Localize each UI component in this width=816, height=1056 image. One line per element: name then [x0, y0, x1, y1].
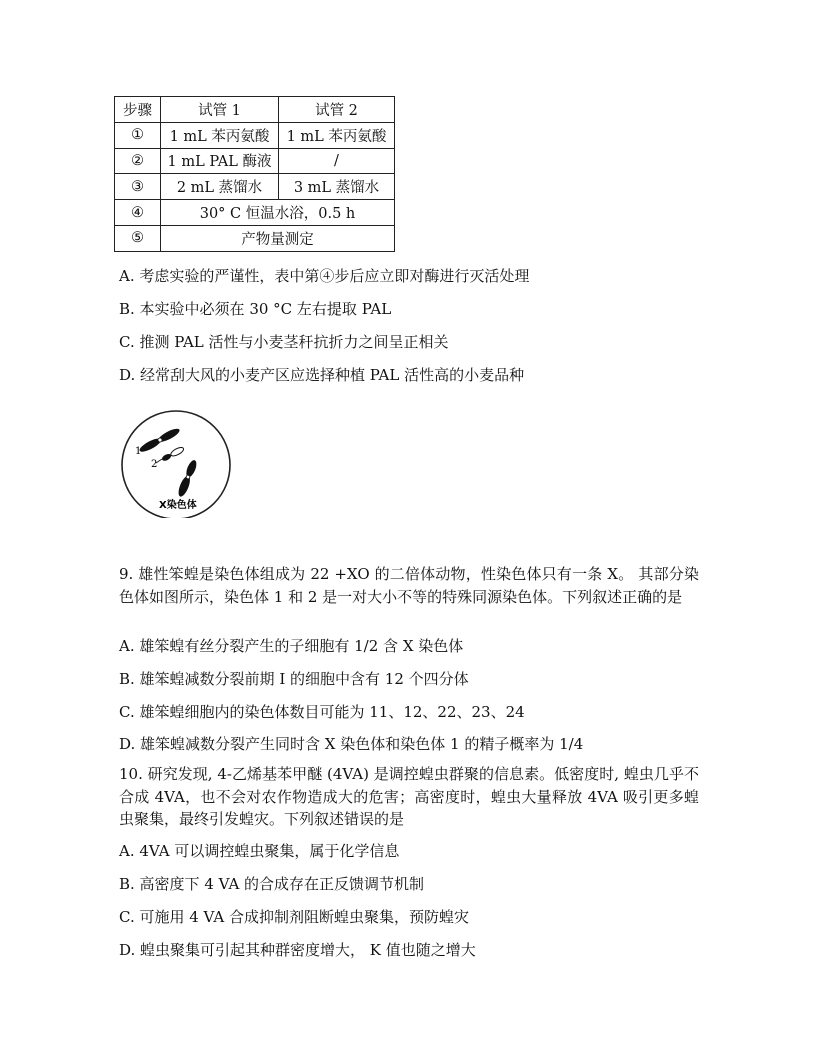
- q8-option-c: C. 推测 PAL 活性与小麦茎秆抗折力之间呈正相关: [119, 333, 449, 351]
- table-header-row: [115, 97, 395, 123]
- tube-2-cell: /: [279, 148, 395, 174]
- merged-cell: 30° C 恒温水浴，0.5 h: [161, 200, 395, 226]
- q9-option-c: C. 雄笨蝗细胞内的染色体数目可能为 11、12、22、23、24: [119, 703, 525, 721]
- step-number: ⑤: [115, 225, 161, 251]
- tube-2-cell: 1 mL 苯丙氨酸: [279, 122, 395, 148]
- header-tube-2: 试管 2: [279, 97, 395, 123]
- q10-option-c: C. 可施用 4 VA 合成抑制剂阻断蝗虫聚集，预防蝗灾: [119, 908, 469, 926]
- q9-option-d: D. 雄笨蝗减数分裂产生同时含 X 染色体和染色体 1 的精子概率为 1/4: [119, 735, 584, 753]
- q10-option-a: A. 4VA 可以调控蝗虫聚集，属于化学信息: [119, 842, 400, 860]
- q9-option-b: B. 雄笨蝗减数分裂前期 I 的细胞中含有 12 个四分体: [119, 670, 469, 688]
- merged-cell: 产物量测定: [161, 225, 395, 251]
- tube-1-cell: 1 mL PAL 酶液: [161, 148, 279, 174]
- table-row: [115, 122, 395, 148]
- q10-stem: 10. 研究发现, 4-乙烯基苯甲醚 (4VA) 是调控蝗虫群聚的信息素。低密度时, 蝗虫几乎不合成 4VA，也不会对农作物造成大的危害；高密度时，蝗虫大量释放 4VA 吸引更多蝗虫聚集，最终引发蝗灾。下列叙述错误的是: [119, 765, 699, 828]
- table-row: [115, 225, 395, 251]
- q8-option-d: D. 经常刮大风的小麦产区应选择种植 PAL 活性高的小麦品种: [119, 366, 525, 384]
- header-tube-1: 试管 1: [161, 97, 279, 123]
- step-number: ②: [115, 148, 161, 174]
- q10-option-d: D. 蝗虫聚集可引起其种群密度增大， K 值也随之增大: [119, 941, 476, 959]
- x-chromosome: [176, 459, 198, 498]
- q9-stem: 9. 雄性笨蝗是染色体组成为 22 +XO 的二倍体动物，性染色体只有一条 X。 其部分染色体如图所示，染色体 1 和 2 是一对大小不等的特殊同源染色体。下列叙述正确的是: [119, 565, 699, 606]
- tube-2-cell: 3 mL 蒸馏水: [279, 174, 395, 200]
- figure-caption: X染色体: [159, 500, 197, 511]
- q9-option-a: A. 雄笨蝗有丝分裂产生的子细胞有 1/2 含 X 染色体: [119, 637, 464, 655]
- q10-option-b: B. 高密度下 4 VA 的合成存在正反馈调节机制: [119, 875, 425, 893]
- label-1: 1: [135, 446, 142, 457]
- table-row: [115, 200, 395, 226]
- header-step: 步骤: [115, 97, 161, 123]
- q8-option-b: B. 本实验中必须在 30 °C 左右提取 PAL: [119, 300, 392, 318]
- experiment-steps-table: [114, 96, 395, 252]
- label-2: 2: [151, 459, 158, 470]
- chromosome-2: [161, 446, 185, 463]
- chromosome-figure: [121, 410, 237, 518]
- q8-option-a: A. 考虑实验的严谨性，表中第④步后应立即对酶进行灭活处理: [119, 267, 530, 285]
- tube-1-cell: 1 mL 苯丙氨酸: [161, 122, 279, 148]
- step-number: ③: [115, 174, 161, 200]
- step-number: ①: [115, 122, 161, 148]
- table-row: [115, 148, 395, 174]
- table-row: [115, 174, 395, 200]
- step-number: ④: [115, 200, 161, 226]
- tube-1-cell: 2 mL 蒸馏水: [161, 174, 279, 200]
